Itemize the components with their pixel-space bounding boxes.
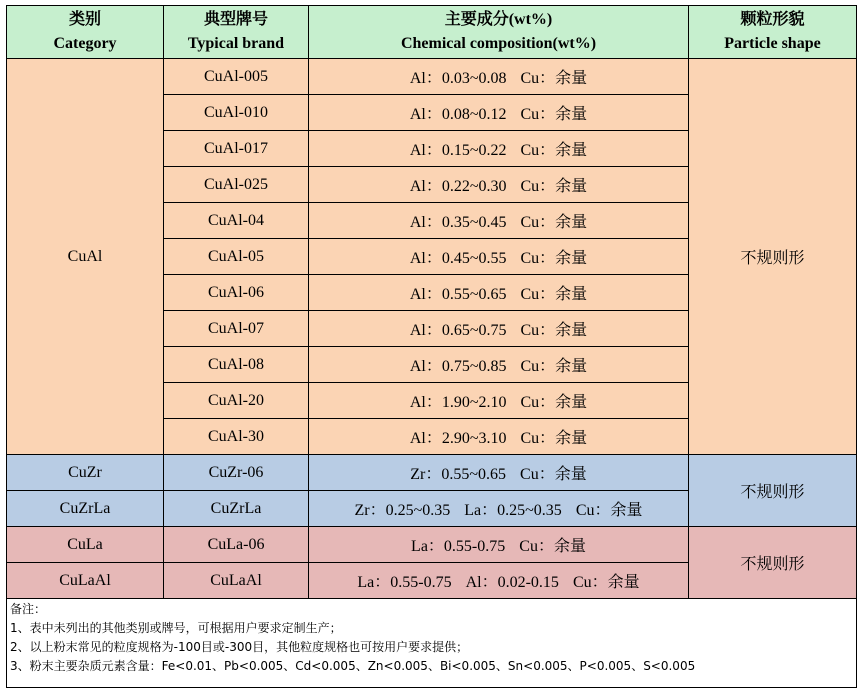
notes-line-2: 2、以上粉末常见的粒度规格为-100目或-300目，其他粒度规格也可按用户要求提供； <box>10 640 469 654</box>
composition-part: Cu：余量 <box>520 214 588 231</box>
composition-cell <box>309 455 689 491</box>
composition-cell <box>309 383 689 419</box>
composition-part: Al：2.90~3.10 <box>409 430 507 447</box>
composition-cell <box>309 59 689 95</box>
brand-cell: CuAl-07 <box>164 311 309 347</box>
table-row <box>7 59 857 95</box>
composition-cell <box>309 491 689 527</box>
header-brand-zh: 典型牌号 <box>203 11 268 28</box>
brand-cell: CuAl-005 <box>164 59 309 95</box>
composition-part: Al：0.03~0.08 <box>409 70 507 87</box>
composition-cell <box>309 239 689 275</box>
composition-part: Al：0.65~0.75 <box>409 322 507 339</box>
composition-cell <box>309 131 689 167</box>
header-category-en: Category <box>53 35 117 52</box>
composition-part: Cu：余量 <box>520 106 588 123</box>
composition-cell <box>309 527 689 563</box>
brand-cell: CuAl-025 <box>164 167 309 203</box>
brand-cell: CuLa-06 <box>164 527 309 563</box>
composition-part: Cu：余量 <box>520 394 588 411</box>
table-row <box>7 455 857 491</box>
brand-cell: CuAl-30 <box>164 419 309 455</box>
composition-cell <box>309 167 689 203</box>
header-composition-zh: 主要成分(wt%) <box>444 11 553 28</box>
brand-cell: CuZrLa <box>164 491 309 527</box>
header-row <box>7 6 857 59</box>
header-category <box>7 6 164 59</box>
composition-part: Cu：余量 <box>520 466 587 483</box>
composition-part: Al：0.15~0.22 <box>409 142 507 159</box>
composition-part: Cu：余量 <box>520 322 588 339</box>
composition-part: Cu：余量 <box>520 142 588 159</box>
category-cell: CuAl <box>7 59 164 455</box>
composition-part: Al：0.22~0.30 <box>409 178 507 195</box>
category-cell: CuLa <box>7 527 164 563</box>
header-composition <box>309 6 689 59</box>
composition-cell <box>309 311 689 347</box>
header-category-zh: 类别 <box>68 11 101 28</box>
composition-cell <box>309 275 689 311</box>
category-cell: CuZrLa <box>7 491 164 527</box>
category-cell: CuLaAl <box>7 563 164 599</box>
composition-part: Cu：余量 <box>520 70 588 87</box>
brand-cell: CuAl-017 <box>164 131 309 167</box>
header-shape-en: Particle shape <box>724 35 821 52</box>
shape-cell: 不规则形 <box>689 455 857 527</box>
brand-cell: CuZr-06 <box>164 455 309 491</box>
composition-part: Al：0.02-0.15 <box>465 574 559 591</box>
composition-part: Al：1.90~2.10 <box>409 394 507 411</box>
composition-part: Zr：0.55~0.65 <box>410 466 507 483</box>
brand-cell: CuAl-08 <box>164 347 309 383</box>
composition-part: Al：0.55~0.65 <box>409 286 507 303</box>
composition-part: Al：0.35~0.45 <box>409 214 507 231</box>
composition-part: Cu：余量 <box>520 250 588 267</box>
composition-part: Zr：0.25~0.35 <box>354 502 451 519</box>
composition-part: Al：0.45~0.55 <box>409 250 507 267</box>
brand-cell: CuAl-06 <box>164 275 309 311</box>
composition-part: Al：0.08~0.12 <box>409 106 507 123</box>
brand-cell: CuLaAl <box>164 563 309 599</box>
brand-cell: CuAl-05 <box>164 239 309 275</box>
composition-cell <box>309 347 689 383</box>
composition-part: Cu：余量 <box>572 574 640 591</box>
table-row <box>7 527 857 563</box>
composition-cell <box>309 95 689 131</box>
composition-part: Cu：余量 <box>520 358 588 375</box>
header-brand-en: Typical brand <box>187 35 285 52</box>
notes-title: 备注： <box>10 602 47 616</box>
composition-cell <box>309 419 689 455</box>
header-brand <box>164 6 309 59</box>
composition-part: Cu：余量 <box>520 430 588 447</box>
header-shape <box>689 6 857 59</box>
composition-part: Cu：余量 <box>520 178 588 195</box>
shape-cell: 不规则形 <box>689 527 857 599</box>
composition-part: Al：0.75~0.85 <box>409 358 507 375</box>
composition-part: La：0.25~0.35 <box>464 502 562 519</box>
brand-cell: CuAl-010 <box>164 95 309 131</box>
table-body <box>7 59 857 599</box>
category-cell: CuZr <box>7 455 164 491</box>
notes-line-1: 1、表中未列出的其他类别或牌号，可根据用户要求定制生产； <box>10 621 342 635</box>
shape-cell: 不规则形 <box>689 59 857 455</box>
composition-cell <box>309 203 689 239</box>
header-composition-en: Chemical composition(wt%) <box>400 35 597 52</box>
brand-cell: CuAl-20 <box>164 383 309 419</box>
header-shape-zh: 颗粒形貌 <box>740 11 805 28</box>
composition-part: Cu：余量 <box>520 286 588 303</box>
composition-part: Cu：余量 <box>519 538 586 555</box>
composition-cell <box>309 563 689 599</box>
composition-part: La：0.55-0.75 <box>357 574 452 591</box>
brand-cell: CuAl-04 <box>164 203 309 239</box>
powder-spec-table <box>6 5 857 688</box>
composition-part: Cu：余量 <box>575 502 643 519</box>
notes-cell <box>7 599 857 688</box>
notes-line-3: 3、粉末主要杂质元素含量：Fe<0.01、Pb<0.005、Cd<0.005、Zn<0.005、Bi<0.005、Sn<0.005、P<0.005、S<0.005 <box>10 659 696 673</box>
composition-part: La：0.55-0.75 <box>411 538 506 555</box>
notes-row <box>7 599 857 688</box>
